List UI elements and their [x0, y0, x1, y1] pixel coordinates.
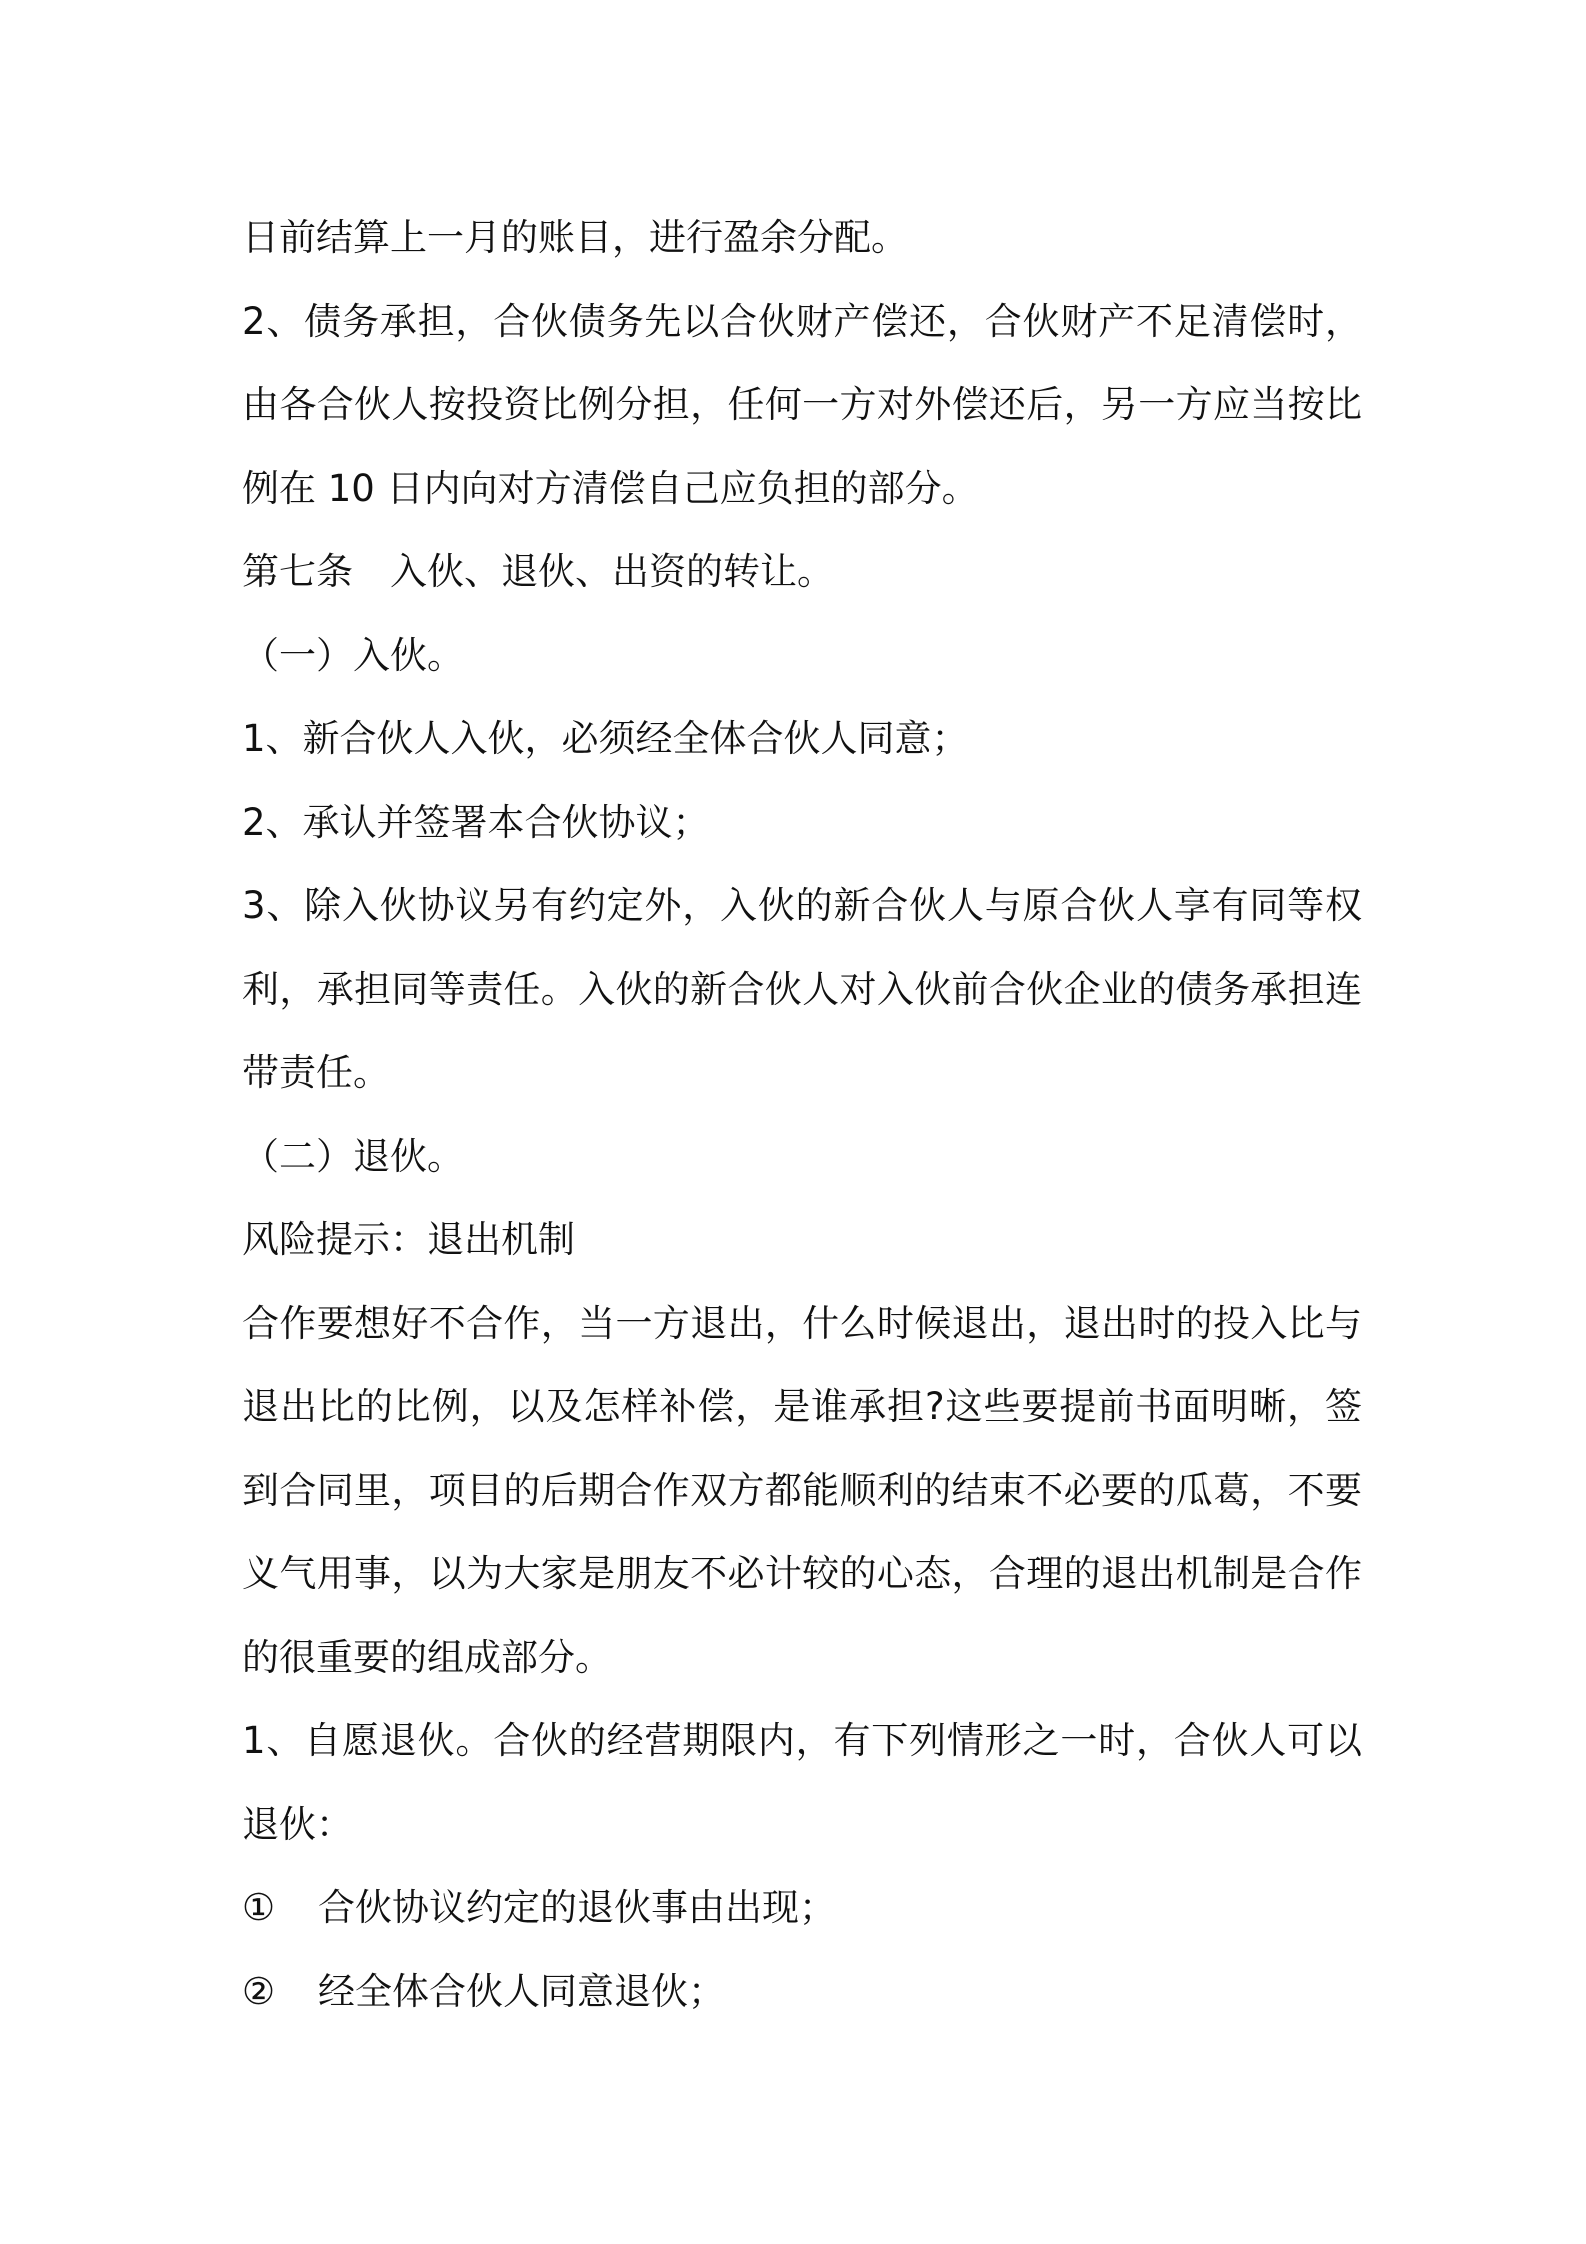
list-item: 2、承认并签署本合伙协议； — [242, 800, 710, 844]
paragraph-line: 合作要想好不合作，当一方退出，什么时候退出，退出时的投入比与 — [242, 1301, 1362, 1345]
circled-item-text: 合伙协议约定的退伙事由出现； — [318, 1886, 836, 1929]
document-body — [242, 196, 1362, 2033]
paragraph-line: 2、债务承担，合伙债务先以合伙财产偿还，合伙财产不足清偿时， — [242, 299, 1362, 343]
paragraph-line: 到合同里，项目的后期合作双方都能顺利的结束不必要的瓜葛，不要 — [242, 1468, 1362, 1512]
paragraph-line: 的很重要的组成部分。 — [242, 1635, 612, 1679]
paragraph-line: 利，承担同等责任。入伙的新合伙人对入伙前合伙企业的债务承担连 — [242, 967, 1362, 1011]
list-item: 1、新合伙人入伙，必须经全体合伙人同意； — [242, 717, 969, 760]
circled-number-2: ② — [242, 1969, 276, 2013]
circled-number-1: ① — [242, 1886, 276, 1929]
paragraph-line: 由各合伙人按投资比例分担，任何一方对外偿还后，另一方应当按比 — [242, 383, 1362, 426]
paragraph-line: 退伙： — [242, 1802, 353, 1846]
circled-list-item — [242, 1950, 1362, 2034]
list-item: 3、除入伙协议另有约定外，入伙的新合伙人与原合伙人享有同等权 — [242, 884, 1362, 927]
article-heading: 第七条 入伙、退伙、出资的转让。 — [242, 550, 834, 593]
paragraph-line: 退出比的比例，以及怎样补偿，是谁承担?这些要提前书面明晰，签 — [242, 1385, 1362, 1428]
paragraph-line: 日前结算上一月的账目，进行盈余分配。 — [242, 216, 908, 259]
paragraph-line: 义气用事，以为大家是朋友不必计较的心态，合理的退出机制是合作 — [242, 1552, 1362, 1595]
list-item: 1、自愿退伙。合伙的经营期限内，有下列情形之一时，合伙人可以 — [242, 1719, 1362, 1762]
paragraph-line: 带责任。 — [242, 1051, 390, 1094]
circled-list-item — [242, 1866, 1362, 1950]
section-heading: （一）入伙。 — [242, 633, 464, 677]
circled-item-text: 经全体合伙人同意退伙； — [318, 1969, 725, 2013]
risk-note-heading: 风险提示：退出机制 — [242, 1218, 575, 1261]
section-heading: （二）退伙。 — [242, 1134, 464, 1178]
paragraph-line: 例在 10 日内向对方清偿自己应负担的部分。 — [242, 466, 979, 510]
